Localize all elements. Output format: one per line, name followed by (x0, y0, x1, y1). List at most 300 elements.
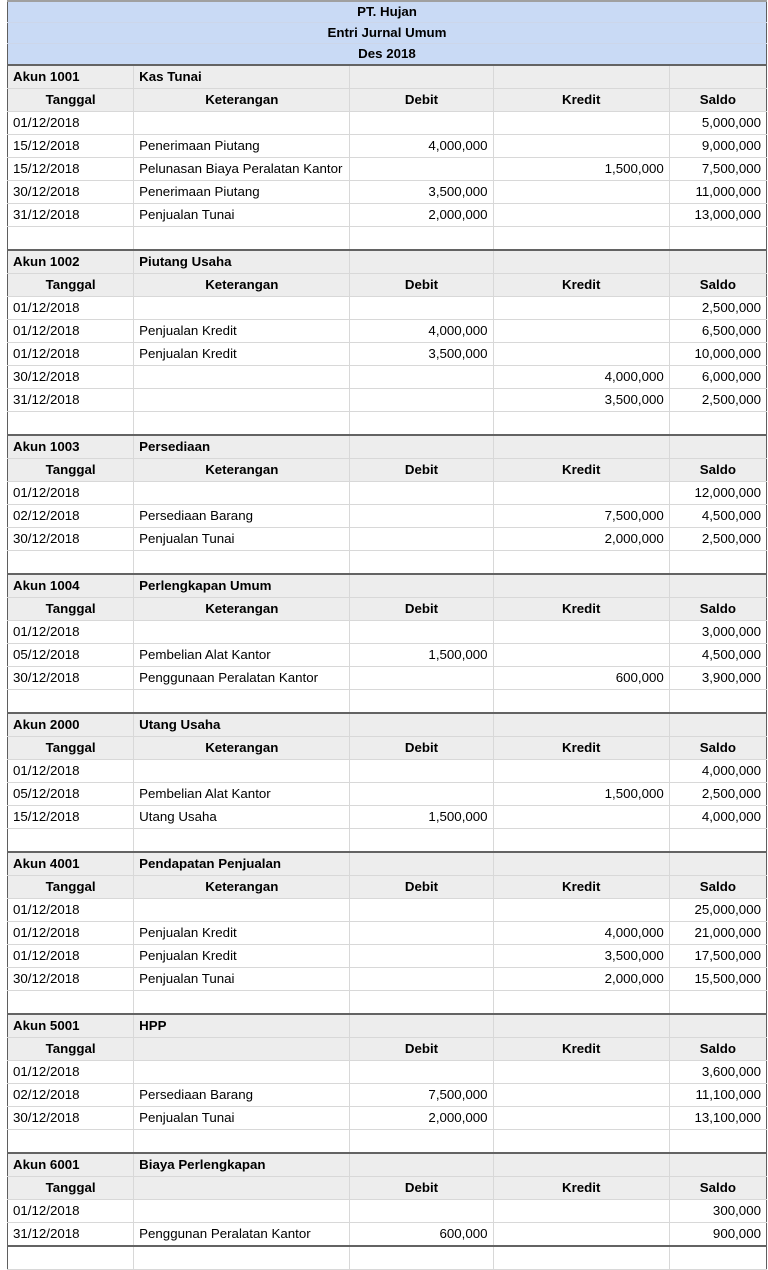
empty-cell[interactable] (493, 1014, 669, 1038)
account-code-cell[interactable]: Akun 1004 (8, 574, 134, 598)
empty-cell[interactable] (8, 1130, 134, 1154)
tanggal-cell[interactable]: 01/12/2018 (8, 482, 134, 505)
empty-cell[interactable] (669, 829, 766, 853)
keterangan-cell[interactable]: Persediaan Barang (134, 505, 350, 528)
keterangan-cell[interactable] (134, 760, 350, 783)
empty-cell[interactable] (350, 1153, 493, 1177)
kredit-cell[interactable] (493, 1084, 669, 1107)
kredit-cell[interactable]: 7,500,000 (493, 505, 669, 528)
journal-entry-row (8, 158, 767, 181)
column-header-row (8, 876, 767, 899)
keterangan-cell[interactable]: Penjualan Tunai (134, 968, 350, 991)
tanggal-cell[interactable]: 01/12/2018 (8, 760, 134, 783)
saldo-cell[interactable]: 2,500,000 (669, 783, 766, 806)
spacer-row (8, 227, 767, 251)
empty-cell[interactable] (350, 852, 493, 876)
column-header-debit-cell[interactable]: Debit (350, 1038, 493, 1061)
journal-entry-row (8, 112, 767, 135)
empty-cell[interactable] (493, 1153, 669, 1177)
empty-cell[interactable] (350, 829, 493, 853)
tanggal-cell[interactable]: 31/12/2018 (8, 204, 134, 227)
column-header-kredit-cell[interactable]: Kredit (493, 459, 669, 482)
tanggal-cell[interactable]: 15/12/2018 (8, 158, 134, 181)
empty-cell[interactable] (350, 1130, 493, 1154)
keterangan-cell[interactable]: Pembelian Alat Kantor (134, 783, 350, 806)
empty-cell[interactable] (134, 1130, 350, 1154)
kredit-cell[interactable] (493, 644, 669, 667)
empty-cell[interactable] (134, 991, 350, 1015)
column-header-keterangan-cell[interactable]: Keterangan (134, 737, 350, 760)
empty-cell[interactable] (350, 991, 493, 1015)
journal-entry-row (8, 528, 767, 551)
kredit-cell[interactable] (493, 320, 669, 343)
debit-cell[interactable]: 3,500,000 (350, 181, 493, 204)
journal-entry-row (8, 320, 767, 343)
empty-cell[interactable] (493, 551, 669, 575)
debit-cell[interactable]: 7,500,000 (350, 1084, 493, 1107)
empty-cell[interactable] (493, 991, 669, 1015)
empty-cell[interactable] (350, 1246, 493, 1270)
journal-entry-row (8, 389, 767, 412)
tanggal-cell[interactable]: 01/12/2018 (8, 899, 134, 922)
column-header-kredit-cell[interactable]: Kredit (493, 876, 669, 899)
column-header-kredit-cell[interactable]: Kredit (493, 1038, 669, 1061)
kredit-cell[interactable] (493, 204, 669, 227)
empty-cell[interactable] (669, 1153, 766, 1177)
keterangan-cell[interactable]: Utang Usaha (134, 806, 350, 829)
empty-cell[interactable] (669, 412, 766, 436)
empty-cell[interactable] (493, 829, 669, 853)
tanggal-cell[interactable]: 01/12/2018 (8, 621, 134, 644)
journal-table (7, 0, 767, 1270)
empty-cell[interactable] (134, 1246, 350, 1270)
kredit-cell[interactable] (493, 621, 669, 644)
tanggal-cell[interactable]: 01/12/2018 (8, 297, 134, 320)
kredit-cell[interactable] (493, 135, 669, 158)
keterangan-cell[interactable] (134, 482, 350, 505)
column-header-row (8, 459, 767, 482)
saldo-cell[interactable]: 13,100,000 (669, 1107, 766, 1130)
empty-cell[interactable] (350, 227, 493, 251)
empty-cell[interactable] (493, 690, 669, 714)
empty-cell[interactable] (669, 551, 766, 575)
kredit-cell[interactable]: 2,000,000 (493, 528, 669, 551)
column-header-kredit-cell[interactable]: Kredit (493, 737, 669, 760)
tanggal-cell[interactable]: 01/12/2018 (8, 922, 134, 945)
journal-entry-row (8, 1061, 767, 1084)
account-name-cell[interactable]: Persediaan (134, 435, 350, 459)
kredit-cell[interactable]: 4,000,000 (493, 366, 669, 389)
saldo-cell[interactable]: 4,500,000 (669, 644, 766, 667)
journal-entry-row (8, 760, 767, 783)
empty-cell[interactable] (493, 1246, 669, 1270)
column-header-saldo-cell[interactable]: Saldo (669, 89, 766, 112)
journal-entry-row (8, 968, 767, 991)
company-name-cell[interactable]: PT. Hujan (8, 1, 767, 23)
empty-cell[interactable] (134, 829, 350, 853)
kredit-cell[interactable] (493, 1061, 669, 1084)
spacer-row (8, 829, 767, 853)
tanggal-cell[interactable]: 05/12/2018 (8, 644, 134, 667)
column-header-keterangan-cell[interactable]: Keterangan (134, 274, 350, 297)
empty-cell[interactable] (8, 227, 134, 251)
column-header-row (8, 89, 767, 112)
account-header-row (8, 250, 767, 274)
empty-cell[interactable] (493, 1130, 669, 1154)
debit-cell[interactable]: 2,000,000 (350, 204, 493, 227)
column-header-debit-cell[interactable]: Debit (350, 737, 493, 760)
keterangan-cell[interactable]: Persediaan Barang (134, 1084, 350, 1107)
empty-cell[interactable] (8, 690, 134, 714)
journal-entry-row (8, 667, 767, 690)
saldo-cell[interactable]: 2,500,000 (669, 297, 766, 320)
debit-cell[interactable] (350, 968, 493, 991)
account-header-row (8, 435, 767, 459)
saldo-cell[interactable]: 10,000,000 (669, 343, 766, 366)
column-header-tanggal-cell[interactable]: Tanggal (8, 598, 134, 621)
empty-cell[interactable] (350, 435, 493, 459)
column-header-keterangan-cell[interactable] (134, 1177, 350, 1200)
journal-entry-row (8, 1084, 767, 1107)
column-header-debit-cell[interactable]: Debit (350, 89, 493, 112)
keterangan-cell[interactable]: Penerimaan Piutang (134, 135, 350, 158)
empty-cell[interactable] (669, 1130, 766, 1154)
empty-cell[interactable] (134, 412, 350, 436)
keterangan-cell[interactable] (134, 621, 350, 644)
keterangan-cell[interactable]: Penjualan Tunai (134, 1107, 350, 1130)
kredit-cell[interactable]: 1,500,000 (493, 158, 669, 181)
debit-cell[interactable] (350, 1200, 493, 1223)
account-header-row (8, 713, 767, 737)
account-name-cell[interactable]: Utang Usaha (134, 713, 350, 737)
empty-cell[interactable] (493, 852, 669, 876)
account-code-cell[interactable]: Akun 1001 (8, 65, 134, 89)
empty-cell[interactable] (669, 690, 766, 714)
journal-entry-row (8, 945, 767, 968)
debit-cell[interactable] (350, 783, 493, 806)
tanggal-cell[interactable]: 02/12/2018 (8, 505, 134, 528)
empty-cell[interactable] (350, 574, 493, 598)
column-header-keterangan-cell[interactable]: Keterangan (134, 459, 350, 482)
column-header-tanggal-cell[interactable]: Tanggal (8, 274, 134, 297)
kredit-cell[interactable] (493, 760, 669, 783)
debit-cell[interactable] (350, 1061, 493, 1084)
debit-cell[interactable] (350, 297, 493, 320)
empty-cell[interactable] (350, 1014, 493, 1038)
title-row-report (8, 23, 767, 44)
column-header-tanggal-cell[interactable]: Tanggal (8, 1177, 134, 1200)
empty-cell[interactable] (8, 1246, 134, 1270)
kredit-cell[interactable] (493, 343, 669, 366)
empty-cell[interactable] (134, 227, 350, 251)
empty-cell[interactable] (669, 250, 766, 274)
debit-cell[interactable] (350, 389, 493, 412)
journal-entry-row (8, 621, 767, 644)
saldo-cell[interactable]: 11,000,000 (669, 181, 766, 204)
debit-cell[interactable] (350, 505, 493, 528)
column-header-debit-cell[interactable]: Debit (350, 274, 493, 297)
empty-cell[interactable] (8, 991, 134, 1015)
keterangan-cell[interactable]: Pembelian Alat Kantor (134, 644, 350, 667)
empty-cell[interactable] (669, 991, 766, 1015)
empty-cell[interactable] (8, 829, 134, 853)
kredit-cell[interactable] (493, 1107, 669, 1130)
debit-cell[interactable]: 2,000,000 (350, 1107, 493, 1130)
kredit-cell[interactable]: 4,000,000 (493, 922, 669, 945)
empty-cell[interactable] (669, 1014, 766, 1038)
keterangan-cell[interactable] (134, 112, 350, 135)
saldo-cell[interactable]: 3,600,000 (669, 1061, 766, 1084)
title-row-company (8, 1, 767, 23)
kredit-cell[interactable] (493, 181, 669, 204)
empty-cell[interactable] (669, 574, 766, 598)
saldo-cell[interactable]: 11,100,000 (669, 1084, 766, 1107)
tanggal-cell[interactable]: 15/12/2018 (8, 135, 134, 158)
tanggal-cell[interactable]: 01/12/2018 (8, 343, 134, 366)
account-code-cell[interactable]: Akun 5001 (8, 1014, 134, 1038)
empty-cell[interactable] (669, 1246, 766, 1270)
column-header-saldo-cell[interactable]: Saldo (669, 737, 766, 760)
kredit-cell[interactable] (493, 899, 669, 922)
column-header-kredit-cell[interactable]: Kredit (493, 1177, 669, 1200)
empty-cell[interactable] (134, 551, 350, 575)
column-header-tanggal-cell[interactable]: Tanggal (8, 459, 134, 482)
journal-entry-row (8, 204, 767, 227)
kredit-cell[interactable] (493, 112, 669, 135)
account-header-row (8, 1014, 767, 1038)
keterangan-cell[interactable]: Penerimaan Piutang (134, 181, 350, 204)
kredit-cell[interactable] (493, 297, 669, 320)
account-name-cell[interactable]: HPP (134, 1014, 350, 1038)
debit-cell[interactable]: 4,000,000 (350, 135, 493, 158)
empty-cell[interactable] (350, 713, 493, 737)
debit-cell[interactable] (350, 667, 493, 690)
column-header-kredit-cell[interactable]: Kredit (493, 89, 669, 112)
debit-cell[interactable] (350, 760, 493, 783)
account-code-cell[interactable]: Akun 6001 (8, 1153, 134, 1177)
empty-cell[interactable] (493, 250, 669, 274)
kredit-cell[interactable] (493, 1223, 669, 1247)
saldo-cell[interactable]: 300,000 (669, 1200, 766, 1223)
debit-cell[interactable] (350, 366, 493, 389)
tanggal-cell[interactable]: 30/12/2018 (8, 528, 134, 551)
column-header-row (8, 737, 767, 760)
kredit-cell[interactable]: 600,000 (493, 667, 669, 690)
spacer-row (8, 1130, 767, 1154)
tanggal-cell[interactable]: 31/12/2018 (8, 1223, 134, 1247)
column-header-keterangan-cell[interactable] (134, 1038, 350, 1061)
keterangan-cell[interactable]: Penjualan Kredit (134, 922, 350, 945)
column-header-keterangan-cell[interactable]: Keterangan (134, 89, 350, 112)
saldo-cell[interactable]: 4,500,000 (669, 505, 766, 528)
column-header-saldo-cell[interactable]: Saldo (669, 1038, 766, 1061)
empty-cell[interactable] (493, 65, 669, 89)
column-header-saldo-cell[interactable]: Saldo (669, 876, 766, 899)
kredit-cell[interactable]: 1,500,000 (493, 783, 669, 806)
journal-entry-row (8, 1223, 767, 1247)
debit-cell[interactable] (350, 621, 493, 644)
tanggal-cell[interactable]: 30/12/2018 (8, 366, 134, 389)
keterangan-cell[interactable]: Pelunasan Biaya Peralatan Kantor (134, 158, 350, 181)
spacer-row (8, 551, 767, 575)
column-header-tanggal-cell[interactable]: Tanggal (8, 737, 134, 760)
column-header-debit-cell[interactable]: Debit (350, 598, 493, 621)
column-header-saldo-cell[interactable]: Saldo (669, 274, 766, 297)
saldo-cell[interactable]: 25,000,000 (669, 899, 766, 922)
column-header-debit-cell[interactable]: Debit (350, 1177, 493, 1200)
empty-cell[interactable] (669, 227, 766, 251)
journal-entry-row (8, 482, 767, 505)
saldo-cell[interactable]: 13,000,000 (669, 204, 766, 227)
debit-cell[interactable]: 1,500,000 (350, 644, 493, 667)
account-code-cell[interactable]: Akun 1003 (8, 435, 134, 459)
saldo-cell[interactable]: 2,500,000 (669, 389, 766, 412)
keterangan-cell[interactable] (134, 389, 350, 412)
debit-cell[interactable]: 3,500,000 (350, 343, 493, 366)
empty-cell[interactable] (350, 551, 493, 575)
empty-cell[interactable] (493, 227, 669, 251)
empty-cell[interactable] (669, 65, 766, 89)
empty-cell[interactable] (350, 250, 493, 274)
spacer-row (8, 690, 767, 714)
keterangan-cell[interactable] (134, 1061, 350, 1084)
account-name-cell[interactable]: Piutang Usaha (134, 250, 350, 274)
empty-cell[interactable] (493, 412, 669, 436)
saldo-cell[interactable]: 900,000 (669, 1223, 766, 1247)
tanggal-cell[interactable]: 15/12/2018 (8, 806, 134, 829)
empty-cell[interactable] (669, 435, 766, 459)
kredit-cell[interactable]: 2,000,000 (493, 968, 669, 991)
debit-cell[interactable] (350, 945, 493, 968)
saldo-cell[interactable]: 15,500,000 (669, 968, 766, 991)
column-header-kredit-cell[interactable]: Kredit (493, 598, 669, 621)
saldo-cell[interactable]: 21,000,000 (669, 922, 766, 945)
empty-cell[interactable] (493, 574, 669, 598)
saldo-cell[interactable]: 12,000,000 (669, 482, 766, 505)
account-code-cell[interactable]: Akun 2000 (8, 713, 134, 737)
period-cell[interactable]: Des 2018 (8, 44, 767, 66)
empty-cell[interactable] (669, 852, 766, 876)
kredit-cell[interactable] (493, 806, 669, 829)
keterangan-cell[interactable] (134, 899, 350, 922)
kredit-cell[interactable] (493, 482, 669, 505)
keterangan-cell[interactable]: Penjualan Kredit (134, 320, 350, 343)
column-header-keterangan-cell[interactable]: Keterangan (134, 876, 350, 899)
keterangan-cell[interactable]: Penjualan Kredit (134, 945, 350, 968)
tanggal-cell[interactable]: 31/12/2018 (8, 389, 134, 412)
account-name-cell[interactable]: Pendapatan Penjualan (134, 852, 350, 876)
keterangan-cell[interactable]: Penggunaan Peralatan Kantor (134, 667, 350, 690)
account-name-cell[interactable]: Biaya Perlengkapan (134, 1153, 350, 1177)
account-name-cell[interactable]: Kas Tunai (134, 65, 350, 89)
tanggal-cell[interactable]: 01/12/2018 (8, 320, 134, 343)
debit-cell[interactable]: 4,000,000 (350, 320, 493, 343)
tanggal-cell[interactable]: 01/12/2018 (8, 1061, 134, 1084)
journal-entry-row (8, 806, 767, 829)
saldo-cell[interactable]: 17,500,000 (669, 945, 766, 968)
debit-cell[interactable] (350, 158, 493, 181)
empty-cell[interactable] (350, 412, 493, 436)
account-code-cell[interactable]: Akun 4001 (8, 852, 134, 876)
tanggal-cell[interactable]: 30/12/2018 (8, 1107, 134, 1130)
empty-cell[interactable] (134, 690, 350, 714)
empty-cell[interactable] (8, 412, 134, 436)
account-code-cell[interactable]: Akun 1002 (8, 250, 134, 274)
saldo-cell[interactable]: 4,000,000 (669, 806, 766, 829)
keterangan-cell[interactable]: Penjualan Kredit (134, 343, 350, 366)
kredit-cell[interactable] (493, 1200, 669, 1223)
tanggal-cell[interactable]: 01/12/2018 (8, 945, 134, 968)
column-header-tanggal-cell[interactable]: Tanggal (8, 876, 134, 899)
keterangan-cell[interactable]: Penjualan Tunai (134, 204, 350, 227)
keterangan-cell[interactable] (134, 366, 350, 389)
tanggal-cell[interactable]: 01/12/2018 (8, 1200, 134, 1223)
debit-cell[interactable] (350, 482, 493, 505)
keterangan-cell[interactable] (134, 297, 350, 320)
debit-cell[interactable] (350, 922, 493, 945)
tanggal-cell[interactable]: 30/12/2018 (8, 181, 134, 204)
saldo-cell[interactable]: 3,900,000 (669, 667, 766, 690)
tanggal-cell[interactable]: 30/12/2018 (8, 968, 134, 991)
empty-cell[interactable] (493, 713, 669, 737)
column-header-saldo-cell[interactable]: Saldo (669, 1177, 766, 1200)
account-name-cell[interactable]: Perlengkapan Umum (134, 574, 350, 598)
column-header-tanggal-cell[interactable]: Tanggal (8, 1038, 134, 1061)
saldo-cell[interactable]: 9,000,000 (669, 135, 766, 158)
empty-cell[interactable] (493, 435, 669, 459)
column-header-saldo-cell[interactable]: Saldo (669, 459, 766, 482)
saldo-cell[interactable]: 2,500,000 (669, 528, 766, 551)
tanggal-cell[interactable]: 05/12/2018 (8, 783, 134, 806)
saldo-cell[interactable]: 7,500,000 (669, 158, 766, 181)
journal-entry-row (8, 899, 767, 922)
keterangan-cell[interactable]: Penggunan Peralatan Kantor (134, 1223, 350, 1247)
keterangan-cell[interactable]: Penjualan Tunai (134, 528, 350, 551)
debit-cell[interactable] (350, 899, 493, 922)
empty-cell[interactable] (8, 551, 134, 575)
debit-cell[interactable]: 600,000 (350, 1223, 493, 1247)
report-name-cell[interactable]: Entri Jurnal Umum (8, 23, 767, 44)
column-header-debit-cell[interactable]: Debit (350, 876, 493, 899)
debit-cell[interactable] (350, 112, 493, 135)
kredit-cell[interactable]: 3,500,000 (493, 389, 669, 412)
debit-cell[interactable]: 1,500,000 (350, 806, 493, 829)
tanggal-cell[interactable]: 30/12/2018 (8, 667, 134, 690)
empty-cell[interactable] (350, 65, 493, 89)
account-header-row (8, 65, 767, 89)
saldo-cell[interactable]: 3,000,000 (669, 621, 766, 644)
column-header-debit-cell[interactable]: Debit (350, 459, 493, 482)
column-header-saldo-cell[interactable]: Saldo (669, 598, 766, 621)
debit-cell[interactable] (350, 528, 493, 551)
journal-entry-row (8, 343, 767, 366)
account-header-row (8, 852, 767, 876)
tanggal-cell[interactable]: 01/12/2018 (8, 112, 134, 135)
spacer-row (8, 991, 767, 1015)
empty-cell[interactable] (669, 713, 766, 737)
saldo-cell[interactable]: 4,000,000 (669, 760, 766, 783)
saldo-cell[interactable]: 6,000,000 (669, 366, 766, 389)
saldo-cell[interactable]: 5,000,000 (669, 112, 766, 135)
column-header-kredit-cell[interactable]: Kredit (493, 274, 669, 297)
empty-cell[interactable] (350, 690, 493, 714)
saldo-cell[interactable]: 6,500,000 (669, 320, 766, 343)
tanggal-cell[interactable]: 02/12/2018 (8, 1084, 134, 1107)
column-header-tanggal-cell[interactable]: Tanggal (8, 89, 134, 112)
kredit-cell[interactable]: 3,500,000 (493, 945, 669, 968)
keterangan-cell[interactable] (134, 1200, 350, 1223)
column-header-keterangan-cell[interactable]: Keterangan (134, 598, 350, 621)
